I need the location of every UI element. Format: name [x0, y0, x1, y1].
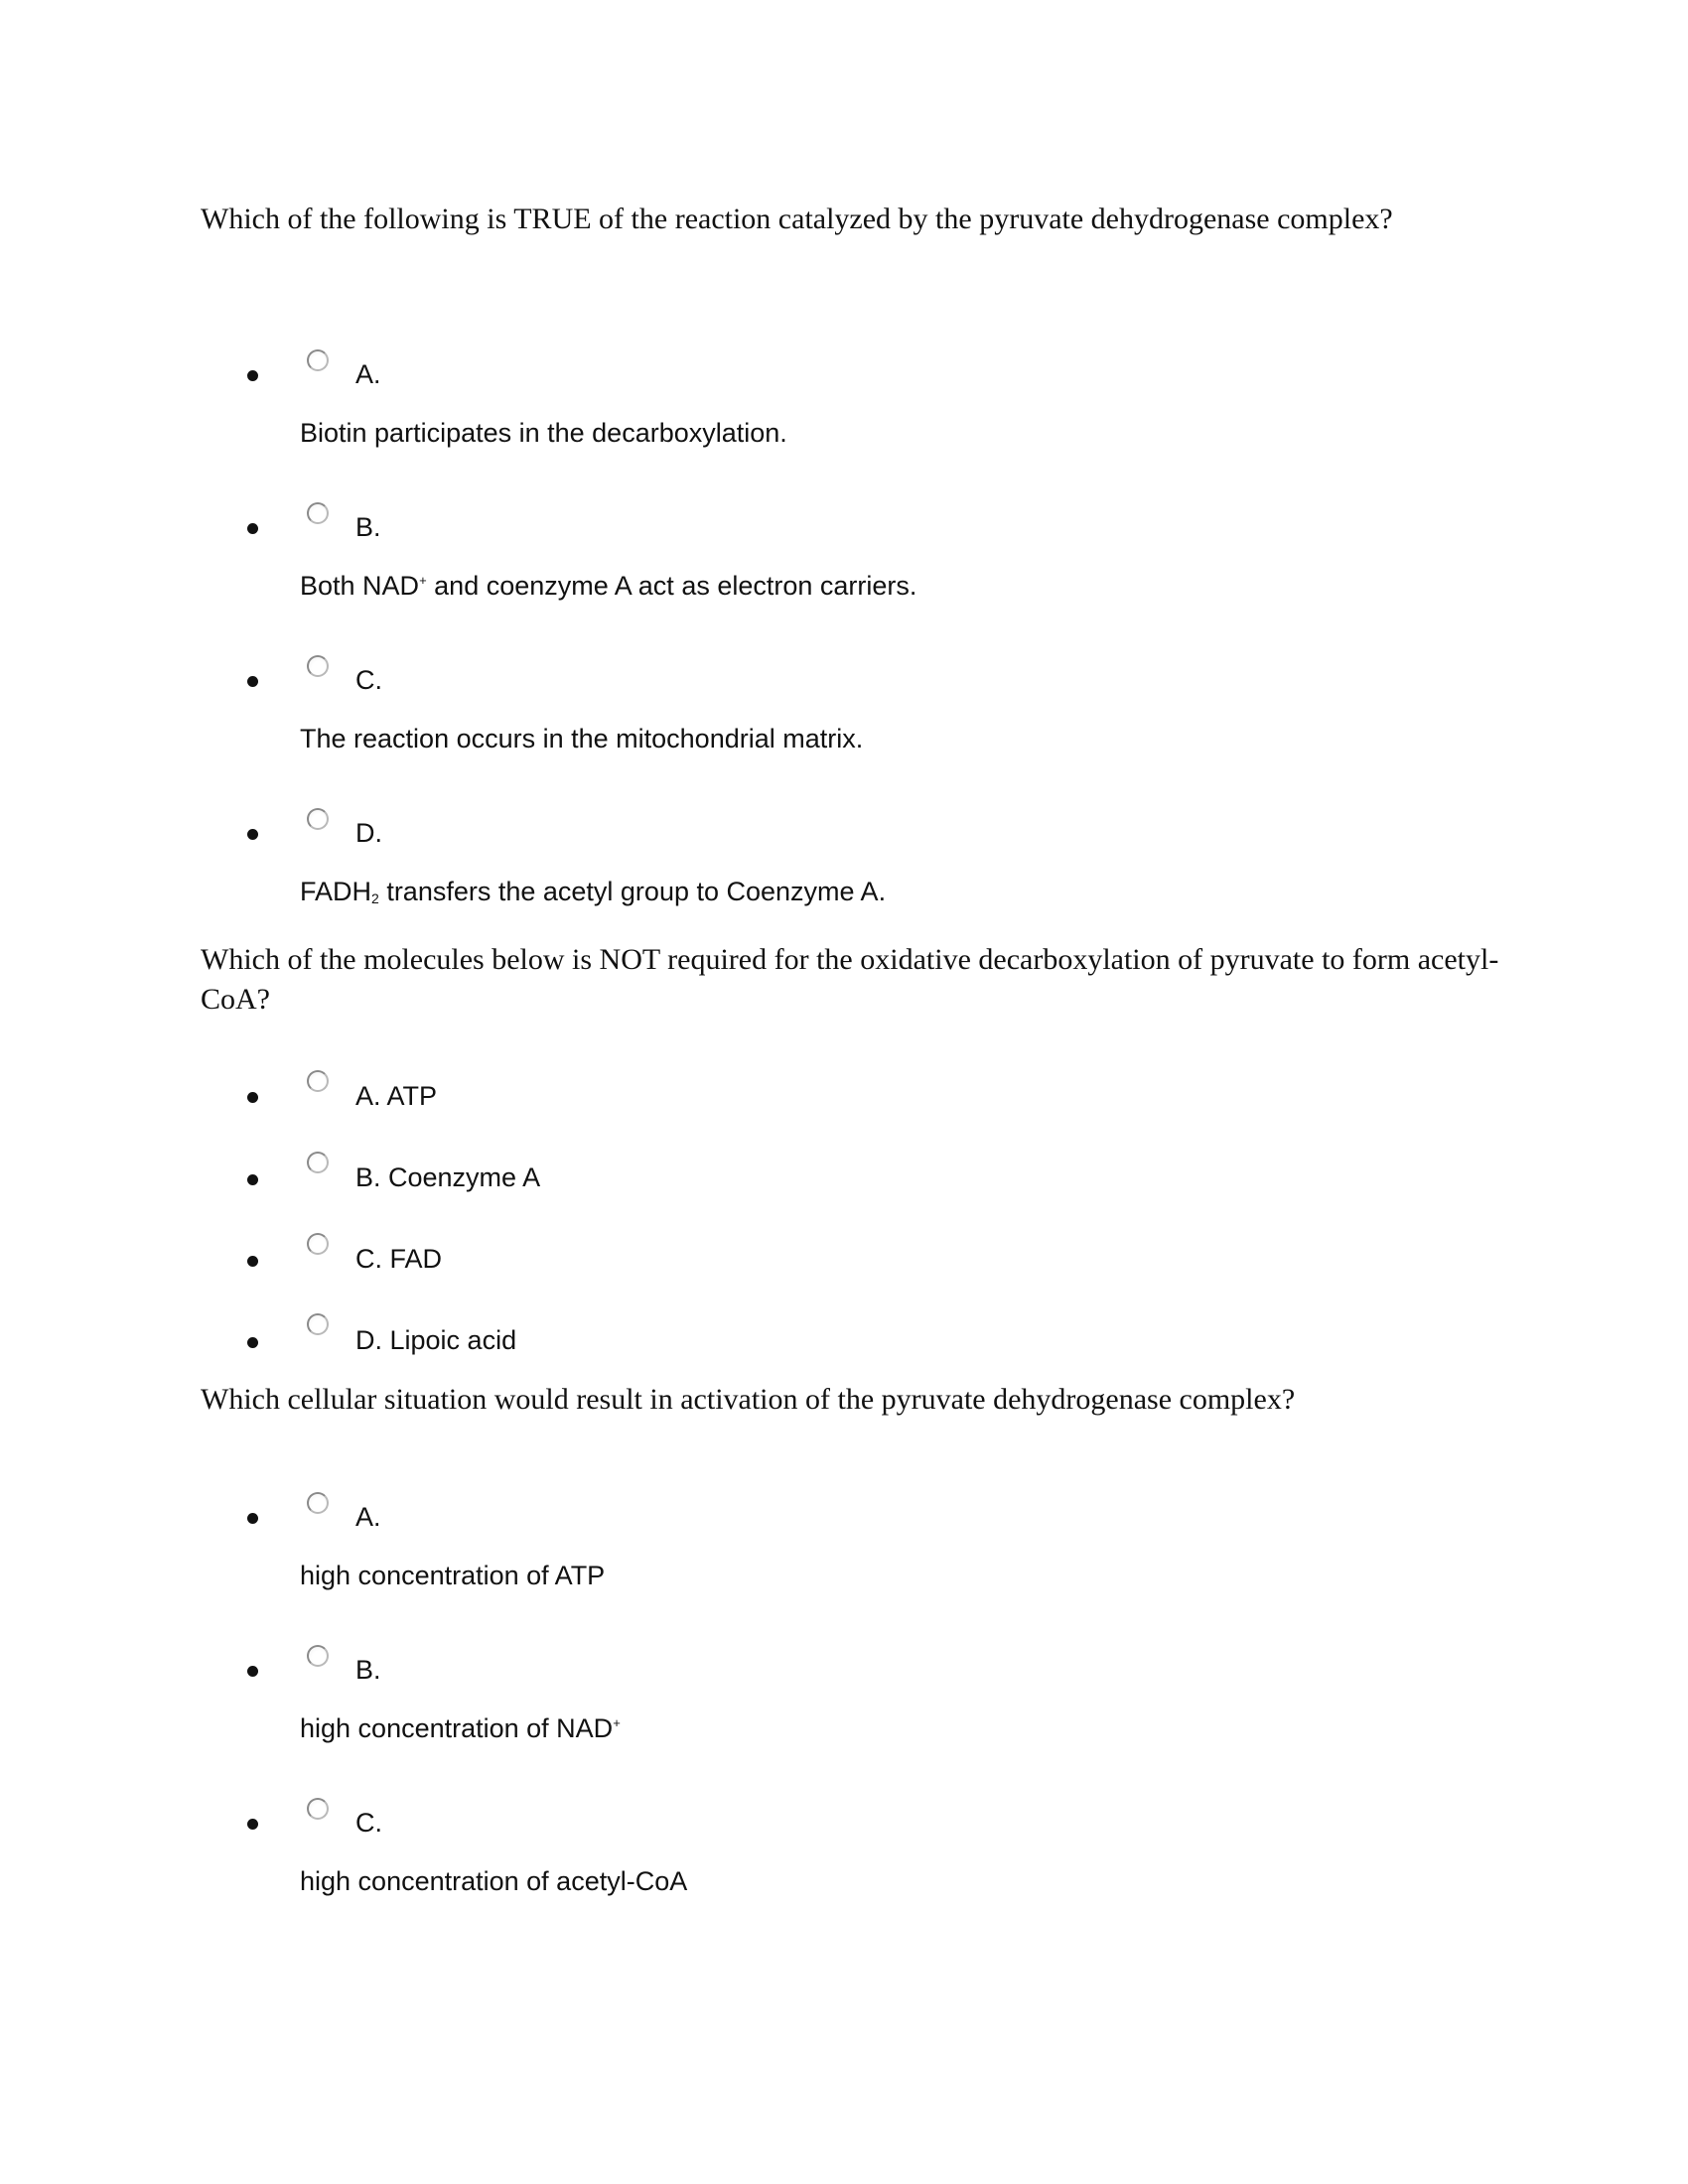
q1-option-c-letter: C. [355, 665, 382, 695]
q2-option-d-radio[interactable] [307, 1313, 329, 1335]
q3-option-b-letter: B. [355, 1655, 381, 1685]
q3-option-b-text: high concentration of NAD+ [300, 1713, 621, 1743]
q3-option-c-letter: C. [355, 1808, 382, 1838]
q3-option-a-letter: A. [355, 1502, 381, 1532]
q1-option-a-radio[interactable] [307, 349, 329, 371]
q2-option-b-label: B. Coenzyme A [355, 1162, 541, 1192]
q3-option-a-radio[interactable] [307, 1492, 329, 1514]
bullet-icon [247, 370, 258, 381]
bullet-icon [247, 1174, 258, 1185]
q1-option-c-text: The reaction occurs in the mitochondrial matrix. [300, 724, 864, 753]
bullet-icon [247, 1666, 258, 1677]
q2-option-a-radio[interactable] [307, 1070, 329, 1092]
q3-option-b-radio[interactable] [307, 1645, 329, 1667]
bullet-icon [247, 1092, 258, 1103]
q3-option-c-radio[interactable] [307, 1798, 329, 1820]
question-2-prompt: Which of the molecules below is NOT required for the oxidative decarboxylation of pyruvate to form acetyl-CoA? [201, 943, 1499, 1016]
q1-option-d-text: $FADH_2$ transfers the acetyl group to Coenzyme A. [300, 877, 887, 906]
q3-option-a-text: high concentration of ATP [300, 1561, 606, 1590]
q1-option-b-radio[interactable] [307, 502, 329, 524]
q1-option-d-radio[interactable] [307, 808, 329, 830]
q1-option-d-letter: D. [355, 818, 382, 848]
q2-option-c-radio[interactable] [307, 1233, 329, 1255]
question-3-prompt: Which cellular situation would result in activation of the pyruvate dehydrogenase complex? [201, 1383, 1296, 1416]
bullet-icon [247, 676, 258, 687]
q2-option-d-label: D. Lipoic acid [355, 1325, 517, 1355]
q1-option-b-text: Both NAD+ and coenzyme A act as electron carriers. [300, 571, 917, 601]
bullet-icon [247, 1337, 258, 1348]
q2-option-b-radio[interactable] [307, 1152, 329, 1173]
q1-option-a-text: Biotin participates in the decarboxylation. [300, 418, 787, 448]
q1-option-a-letter: A. [355, 359, 381, 389]
q1-option-c-radio[interactable] [307, 655, 329, 677]
bullet-icon [247, 523, 258, 534]
bullet-icon [247, 829, 258, 840]
bullet-icon [247, 1513, 258, 1524]
bullet-icon [247, 1256, 258, 1267]
q1-option-b-letter: B. [355, 512, 381, 542]
question-1-prompt: Which of the following is TRUE of the reaction catalyzed by the pyruvate dehydrogenase complex? [201, 203, 1393, 235]
q2-option-a-label: A. ATP [355, 1081, 438, 1111]
bullet-icon [247, 1819, 258, 1830]
q2-option-c-label: C. FAD [355, 1244, 443, 1274]
q3-option-c-text: high concentration of acetyl-CoA [300, 1866, 688, 1896]
